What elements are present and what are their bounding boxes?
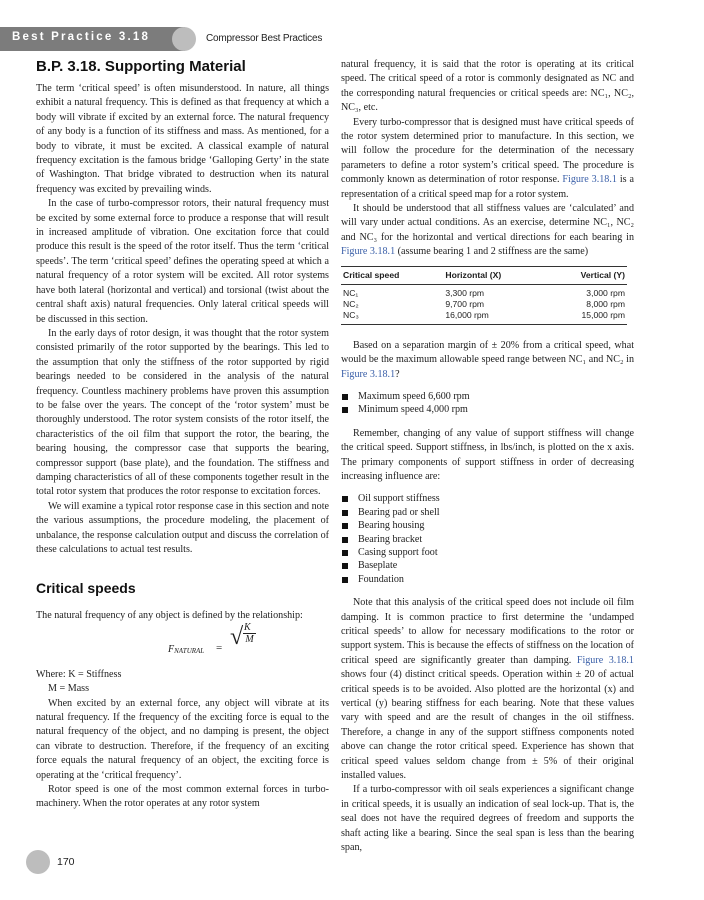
critical-speed-table <box>341 266 627 325</box>
page-number: 170 <box>57 856 75 868</box>
section-title: B.P. 3.18. Supporting Material <box>36 58 246 75</box>
list-item: Baseplate <box>341 559 634 572</box>
table-cell: 3,300 rpm <box>445 287 485 298</box>
figure-link[interactable]: Figure 3.18.1 <box>341 368 396 380</box>
table-cell: NC₁ <box>343 287 359 298</box>
subheading-critical-speeds: Critical speeds <box>36 580 136 597</box>
paragraph: It should be understood that all stiffness values are ‘calculated’ and will vary under actual conditions. As an exercise, determine NC₁, NC₂ and NC₃ for the horizontal and vertical directions for each bearing in Figure 3.18.1 (assume bearing 1 and 2 stiffness are the same) <box>341 203 634 258</box>
table-header: Horizontal (X) <box>443 266 545 284</box>
list-item: Oil support stiffness <box>341 492 634 505</box>
table-cell: 16,000 rpm <box>443 310 545 325</box>
page-circle-decoration <box>26 850 50 874</box>
table-cell: 15,000 rpm <box>545 310 627 325</box>
natural-frequency-formula <box>66 621 329 662</box>
left-column <box>36 58 329 812</box>
running-head: Compressor Best Practices <box>206 33 323 44</box>
list-item: Bearing pad or shell <box>341 506 634 519</box>
paragraph: If a turbo-compressor with oil seals experiences a significant change in critical speeds, it is usually an indication of seal lock-up. That is, the seal does not have the required degrees of freedom and supports the shaft acting like a bearing. Since the seal span is less than the bearing span, <box>341 784 634 854</box>
list-item: Maximum speed 6,600 rpm <box>341 390 634 403</box>
stiffness-components-list <box>341 492 634 586</box>
where-stiffness: Where: K = Stiffness <box>36 668 122 680</box>
paragraph: Based on a separation margin of ± 20% from a critical speed, what would be the maximum allowable speed range between NC₁ and NC₂ in Figure 3.18.1? <box>341 339 634 380</box>
table-row <box>341 284 627 299</box>
formula-lhs: $F_{NATURAL}$ <box>168 643 205 655</box>
table-row <box>341 299 627 310</box>
paragraph: When excited by an external force, any object will vibrate at its natural frequency. If the frequency of the exciting force is equal to the natural frequency of the object, and no damping is present, the object can vibrate to destruction. Therefore, if the frequency of an exciting force equals the natural frequency of an object, the exciting force is operating at the ‘critical frequency’. <box>36 697 329 781</box>
speed-range-list <box>341 390 634 417</box>
figure-link[interactable]: Figure 3.18.1 <box>576 654 634 666</box>
table-cell: 3,000 rpm <box>586 287 625 298</box>
list-item: Bearing bracket <box>341 533 634 546</box>
table-cell: NC₃ <box>341 310 443 325</box>
table-cell: 8,000 rpm <box>586 298 625 309</box>
right-column <box>341 58 634 856</box>
formula-numerator: K <box>244 621 251 633</box>
table-cell: NC₂ <box>343 298 359 309</box>
paragraph: Note that this analysis of the critical speed does not include oil film damping. It is common practice to first determine the ‘undamped critical speeds’ to allow for necessary modifications to the rotor or support system. This is because the effects of stiffness on the location of critical speed are significantly greater than damping. Figure 3.18.1 shows four (4) distinct critical speeds. Operation within ± 20 of actual critical speeds is to be avoided. Also plotted are the horizontal (x) and vertical (y) bearing stiffness for each bearing. Note that these values vary with speed and are the result of changes in the oil stiffness. Therefore, a change in any of the support stiffness components noted above can change the rotor critical speed. Experience has shown that critical speed values seldom change from ± 5% of their original installed values. <box>341 597 634 782</box>
formula-denominator: M <box>243 633 256 645</box>
paragraph: The natural frequency of any object is defined by the relationship: <box>36 610 303 622</box>
list-item: Foundation <box>341 573 634 586</box>
figure-link[interactable]: Figure 3.18.1 <box>341 246 396 258</box>
figure-link[interactable]: Figure 3.18.1 <box>562 174 617 186</box>
paragraph: Remember, changing of any value of support stiffness will change the critical speed. Support stiffness, in lbs/inch, is plotted on the x axis. The primary components of support stiffness in order of decreasing increasing influence are: <box>341 427 634 482</box>
list-item: Minimum speed 4,000 rpm <box>341 403 634 416</box>
table-header: Vertical (Y) <box>545 266 627 284</box>
list-item: Casing support foot <box>341 546 634 559</box>
paragraph: Every turbo-compressor that is designed must have critical speeds of the rotor system determined prior to manufacture. In this section, we will follow the procedure for the determination of the necessary parameters to define a rotor system’s critical speed. The procedure is commonly known as determination of rotor response. Figure 3.18.1 is a representation of a critical speed map for a rotor system. <box>341 116 634 200</box>
tab-circle-decoration <box>172 27 196 51</box>
section-tab <box>0 27 185 51</box>
paragraph: The term ‘critical speed’ is often misunderstood. In nature, all things exhibit a natural frequency. This is defined as that frequency at which a body will vibrate if excited by an external force. The natural frequency of any body is a function of its stiffness and mass. As mentioned, for a body to vibrate, it must be excited. A classical example of natural frequency excitation is the famous bridge ‘Galloping Gerty’ in the state of Washington. That bridge vibrated to destruction when its natural frequency was excited by prevailing winds. <box>36 83 329 195</box>
paragraph: natural frequency, it is said that the rotor is operating at its critical speed. The critical speed of a rotor is commonly designated as NC and the corresponding natural frequencies or critical speeds are: NC₁, NC₂, NC₃, etc. <box>341 59 634 114</box>
where-mass: M = Mass <box>48 683 90 695</box>
list-item: Bearing housing <box>341 519 634 532</box>
formula-equals: = <box>216 641 223 654</box>
paragraph: In the early days of rotor design, it was thought that the rotor system consisted primarily of the rotor supported by the bearings. This led to the assumption that only the stiffness of the rotor supported by rigid bearings needed to be considered in the analysis of the natural frequency. Countless machinery problems have proven this assumption to be false over the years. The concept of the ‘rotor system’ must be thoroughly understood. The rotor system consists of the rotor itself, the characteristics of the oil film that support the rotor, the bearing, the bearing housing, the compressor case that supports the bearing, compressor support (base plate), and the foundation. The stiffness and damping characteristics of all of these components together result in the total rotor system that produces the rotor response to excitation forces. <box>36 327 329 498</box>
table-row <box>341 310 627 325</box>
table-header: Critical speed <box>341 266 443 284</box>
paragraph: In the case of turbo-compressor rotors, their natural frequency must be excited by some external force to produce a response that will result in increased amplitude of vibration. One excitation force that could produce this result is the speed of the rotor itself. Thus the term ‘critical speeds’. The term ‘critical speed’ defines the operating speed at which a natural frequency of a rotor system will be excited. All rotor systems have both lateral (horizontal and vertical) and torsional (twist about the central shaft axis) natural frequencies. Only lateral critical speeds will be discussed in this section. <box>36 198 329 325</box>
table-cell: 9,700 rpm <box>445 298 485 309</box>
section-tab-label: Best Practice 3.18 <box>12 31 151 43</box>
paragraph: Rotor speed is one of the most common external forces in turbo-machinery. When the rotor operates at any rotor system <box>36 784 329 810</box>
paragraph: We will examine a typical rotor response case in this section and note the various assumptions, the procedure modeling, the placement of unbalance, the response calculation output and discuss the correlation of these calculations to actual test results. <box>36 500 329 555</box>
table-header-row <box>341 266 627 284</box>
sqrt-symbol: √ <box>230 623 244 650</box>
